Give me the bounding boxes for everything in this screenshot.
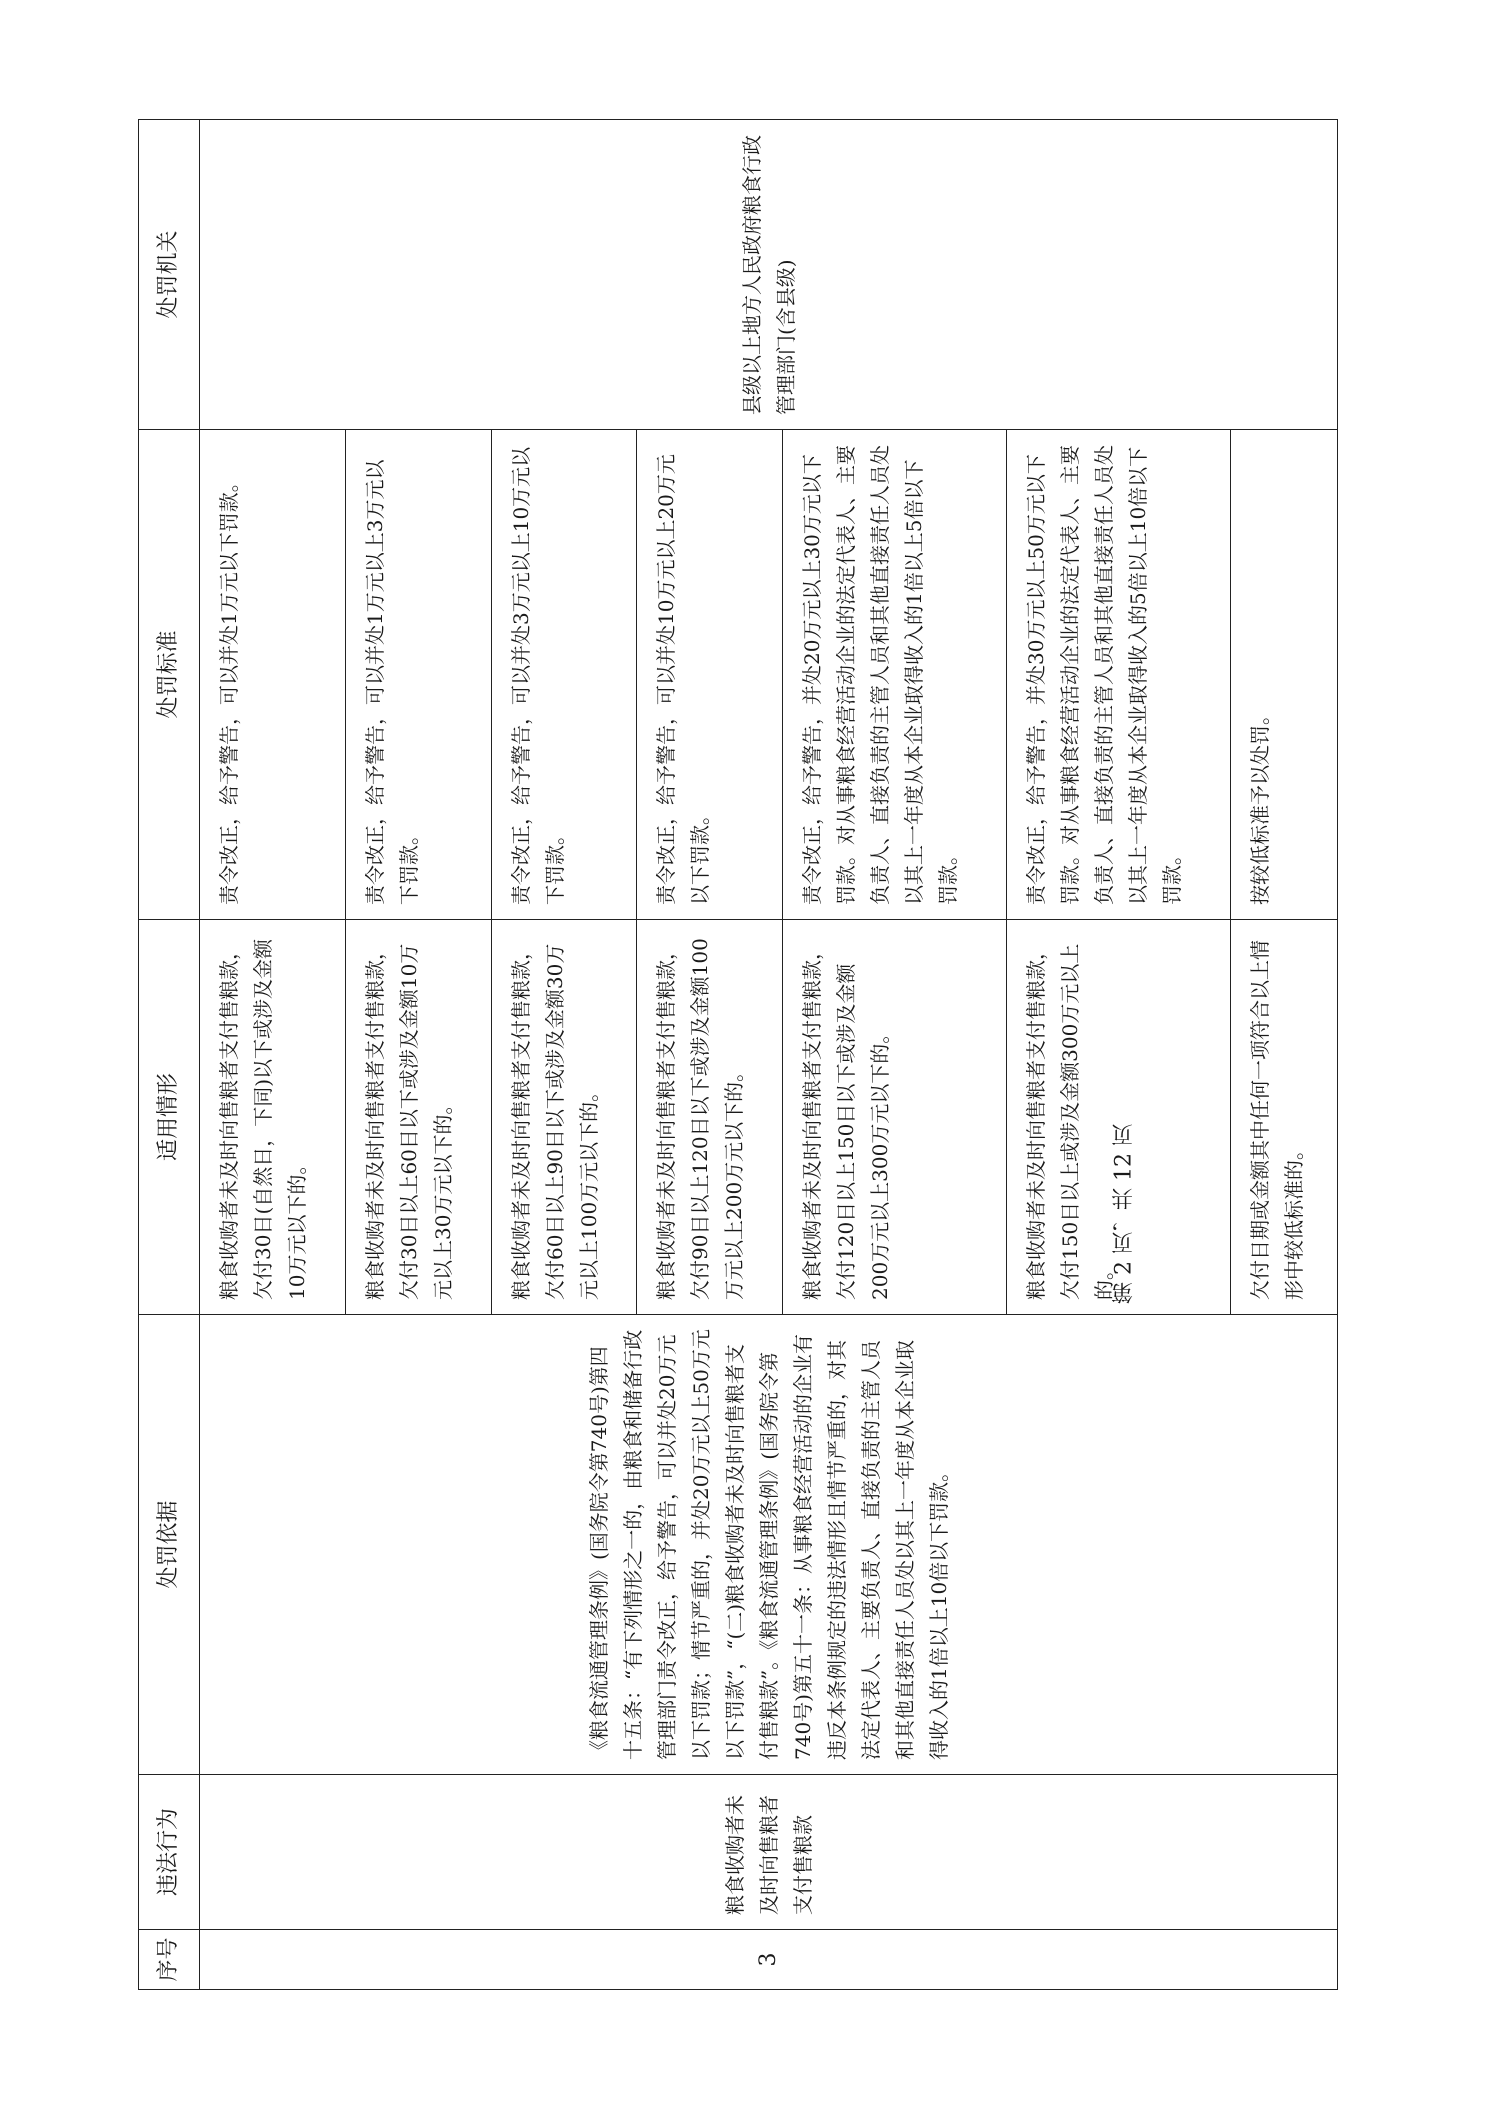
situation-cell: 粮食收购者未及时向售粮者支付售粮款，欠付60日以上90日以下或涉及金额30万元以上100万元以下的。 <box>491 920 637 1315</box>
situation-cell: 粮食收购者未及时向售粮者支付售粮款，欠付30日以上60日以下或涉及金额10万元以上30万元以下的。 <box>345 920 491 1315</box>
header-standard: 处罚标准 <box>139 430 200 920</box>
standard-cell: 按较低标准予以处罚。 <box>1231 430 1338 920</box>
row-index: 3 <box>200 1930 1338 1990</box>
header-situation: 适用情形 <box>139 920 200 1315</box>
penalty-table <box>138 119 1338 1990</box>
situation-cell: 粮食收购者未及时向售粮者支付售粮款，欠付30日(自然日，下同)以下或涉及金额10万元以下的。 <box>200 920 346 1315</box>
situation-cell: 粮食收购者未及时向售粮者支付售粮款，欠付120日以上150日以下或涉及金额200万元以上300万元以下的。 <box>783 920 1007 1315</box>
standard-cell: 责令改正，给予警告，可以并处10万元以上20万元以下罚款。 <box>637 430 783 920</box>
rotated-page <box>138 120 1338 1990</box>
header-violation: 违法行为 <box>139 1775 200 1930</box>
standard-cell: 责令改正，给予警告，可以并处1万元以上3万元以下罚款。 <box>345 430 491 920</box>
violation-text: 粮食收购者未及时向售粮者支付售粮款 <box>200 1775 1338 1930</box>
header-authority: 处罚机关 <box>139 120 200 430</box>
standard-cell: 责令改正，给予警告，并处30万元以上50万元以下罚款。对从事粮食经营活动企业的法定代表人、主要负责人、直接负责的主管人员和其他直接责任人员处以其上一年度从本企业取得收入的5倍以上10倍以下罚款。 <box>1007 430 1231 920</box>
header-row <box>139 120 200 1990</box>
standard-cell: 责令改正，给予警告，并处20万元以上30万元以下罚款。对从事粮食经营活动企业的法定代表人、主要负责人、直接负责的主管人员和其他直接责任人员处以其上一年度从本企业取得收入的1倍以上5倍以下罚款。 <box>783 430 1007 920</box>
situation-cell: 欠付日期或金额其中任何一项符合以上情形中较低标准的。 <box>1231 920 1338 1315</box>
standard-cell: 责令改正，给予警告，可以并处1万元以下罚款。 <box>200 430 346 920</box>
standard-cell: 责令改正，给予警告，可以并处3万元以上10万元以下罚款。 <box>491 430 637 920</box>
basis-text: 《粮食流通管理条例》(国务院令第740号)第四十五条：“有下列情形之一的，由粮食和储备行政管理部门责令改正，给予警告，可以并处20万元以下罚款；情节严重的，并处20万元以上50万元以下罚款”，“(二)粮食收购者未及时向售粮者支付售粮款”。《粮食流通管理条例》(国务院令第740号)第五十一条：从事粮食经营活动的企业有违反本条例规定的违法情形且情节严重的，对其法定代表人、主要负责人、直接负责的主管人员和其他直接责任人员处以其上一年度从本企业取得收入的1倍以上10倍以下罚款。 <box>200 1315 1338 1775</box>
header-index: 序号 <box>139 1930 200 1990</box>
authority-text: 县级以上地方人民政府粮食行政管理部门(含县级) <box>200 120 1338 430</box>
page-footer: 第 2 页，共 12 页 <box>1111 1124 1137 1304</box>
header-basis: 处罚依据 <box>139 1315 200 1775</box>
situation-cell: 粮食收购者未及时向售粮者支付售粮款，欠付150日以上或涉及金额300万元以上的。 <box>1007 920 1231 1315</box>
situation-cell: 粮食收购者未及时向售粮者支付售粮款，欠付90日以上120日以下或涉及金额100万元以上200万元以下的。 <box>637 920 783 1315</box>
table-row <box>200 120 346 1990</box>
